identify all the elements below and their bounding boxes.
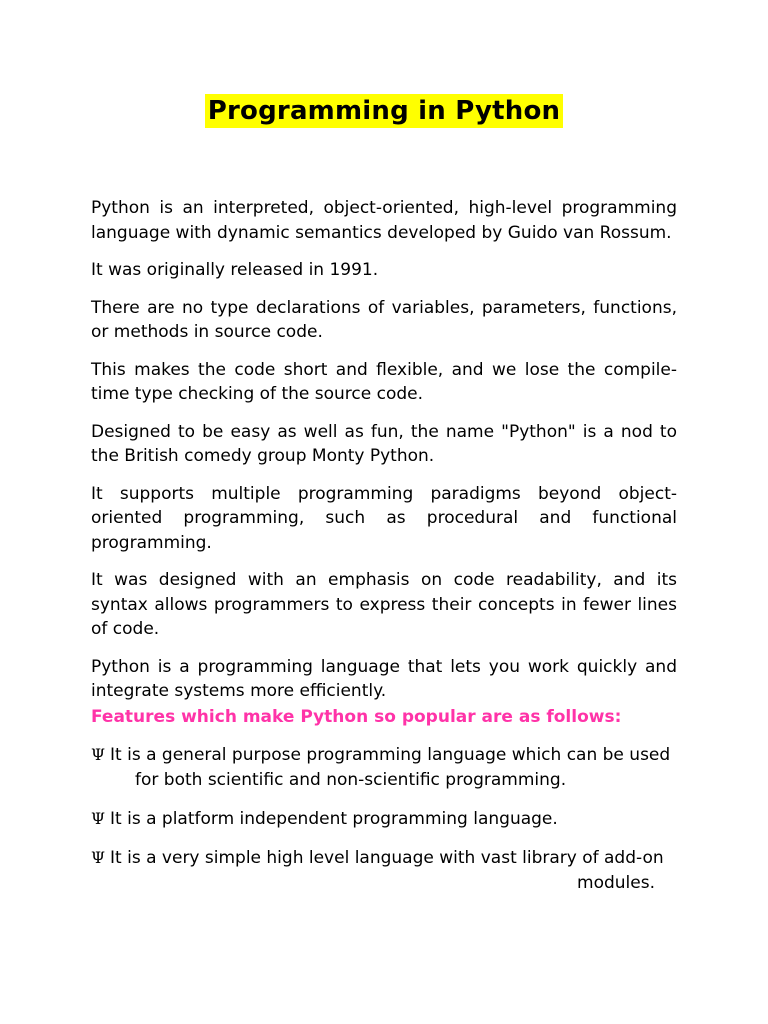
psi-bullet-icon: Ψ — [91, 745, 106, 764]
list-item-text: It is a general purpose programming language which can be used — [110, 745, 671, 765]
list-item-text: It is a platform independent programming language. — [110, 809, 558, 829]
features-list — [91, 742, 681, 909]
psi-bullet-icon: Ψ — [91, 809, 106, 828]
psi-bullet-icon: Ψ — [91, 848, 106, 867]
paragraph-readability: It was designed with an emphasis on code readability, and its syntax allows programmers to express their concepts in fewer lines of code. — [91, 570, 677, 639]
list-item-continuation: modules. — [577, 873, 655, 893]
list-item — [91, 845, 681, 896]
list-item — [91, 806, 681, 832]
intro-section — [91, 196, 677, 717]
features-heading: Features which make Python so popular are as follows: — [91, 707, 622, 727]
paragraph-name-origin: Designed to be easy as well as fun, the name "Python" is a nod to the British comedy group Monty Python. — [91, 421, 677, 466]
list-item — [91, 742, 681, 793]
list-item-text: It is a very simple high level language with vast library of add-on — [110, 848, 664, 868]
page-title: Programming in Python — [205, 94, 563, 128]
paragraph-definition: Python is an interpreted, object-oriented, high-level programming language with dynamic semantics developed by Guido van Rossum. — [91, 198, 677, 243]
paragraph-paradigms: It supports multiple programming paradigms beyond object-oriented programming, such as procedural and functional programming. — [91, 483, 677, 553]
paragraph-release: It was originally released in 1991. — [91, 260, 379, 280]
list-item-continuation: for both scientific and non-scientific programming. — [135, 770, 567, 790]
paragraph-efficiency: Python is a programming language that lets you work quickly and integrate systems more efficiently. — [91, 656, 677, 701]
paragraph-short-flexible: This makes the code short and flexible, and we lose the compile-time type checking of the source code. — [91, 359, 677, 404]
paragraph-type-declarations: There are no type declarations of variables, parameters, functions, or methods in source code. — [91, 297, 677, 342]
title-container — [0, 94, 768, 128]
